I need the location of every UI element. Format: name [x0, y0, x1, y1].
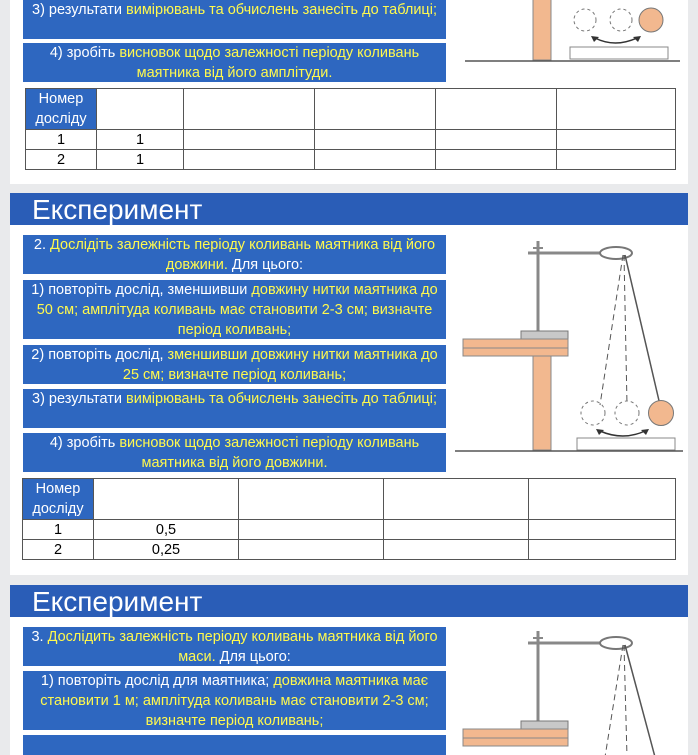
step4-box: 4) зробіть висновок щодо залежності періоду коливань маятника від його довжини. [23, 433, 446, 472]
step2-highlight: зменшивши довжину нитки маятника до 25 см; визначте період коливань; [122, 347, 438, 383]
task-box: 2. Дослідіть залежність періоду коливань маятника від його довжини. Для цього: [23, 235, 446, 274]
task-box: 3. Дослідить залежність періоду коливань маятника від його маси. Для цього: [23, 627, 446, 666]
table-header-cell: Номер досліду [26, 89, 97, 130]
suspension-ring [600, 247, 632, 259]
ruler [577, 438, 675, 450]
ghost-bob-left [581, 401, 605, 425]
swing-arrow [600, 431, 645, 436]
thread-left-position [600, 255, 623, 405]
slide-1 [10, 0, 688, 184]
pendulum-figure [455, 627, 685, 755]
shelf-bottom [463, 348, 568, 356]
step1-highlight: довжину нитки маятника до 50 см; амплітуда коливань має становити 2-3 см; визначте період коливань; [36, 282, 438, 338]
slide-3 [10, 585, 688, 755]
step2-box: 2) повторіть дослід, зменшивши довжину нитки маятника до 25 см; визначте період коливань; [23, 345, 446, 384]
stand-post [533, 0, 551, 60]
slide-title: Експеримент [10, 585, 688, 617]
step1-box: 1) повторіть дослід для маятника; довжина маятника має становити 1 м; амплітуда коливань має становити 2-3 см; визначте період коливань; [23, 671, 446, 730]
ruler [570, 47, 668, 59]
shelf-top [463, 339, 568, 348]
table-header-cell: Номер досліду [23, 479, 94, 520]
thread-middle-position [624, 255, 627, 405]
step2-box [23, 735, 446, 755]
table-row: 2 1 [26, 150, 676, 170]
step3-highlight: вимірювань та обчислень занесіть до таблиці; [126, 2, 437, 18]
step4-box [23, 43, 446, 82]
step4-highlight: висновок щодо залежності періоду коливань маятника від його довжини. [119, 435, 420, 471]
shelf-top [463, 729, 568, 738]
results-table [25, 88, 676, 170]
pendulum-thread [625, 255, 660, 405]
ghost-bob-middle [615, 401, 639, 425]
step3-box: 3) результати вимірювань та обчислень занесіть до таблиці; [23, 389, 446, 428]
stand-post [533, 356, 551, 450]
pendulum-figure [455, 235, 685, 460]
slide-2 [10, 193, 688, 575]
task-highlight: Дослідіть залежність періоду коливань маятника від його довжини. [50, 237, 436, 273]
task-highlight: Дослідить залежність періоду коливань маятника від його маси. [47, 629, 438, 665]
table-row: 1 0,5 [23, 520, 676, 540]
step4-highlight: висновок щодо залежності періоду коливань маятника від його амплітуди. [119, 45, 420, 81]
slide-title: Експеримент [10, 193, 688, 225]
table-row: 2 0,25 [23, 540, 676, 560]
step1-box: 1) повторіть дослід, зменшивши довжину нитки маятника до 50 см; амплітуда коливань має становити 2-3 см; визначте період коливань; [23, 280, 446, 339]
step3-highlight: вимірювань та обчислень занесіть до таблиці; [126, 391, 437, 407]
clamp-block [521, 331, 568, 339]
ghost-bob-left [574, 9, 596, 31]
step3-text: 3) результати [32, 2, 127, 18]
step3-box [23, 0, 446, 39]
table-row: 1 1 [26, 130, 676, 150]
suspension-ring [600, 637, 632, 649]
clamp-block [521, 721, 568, 729]
swing-arrow [595, 38, 637, 43]
pendulum-bob [639, 8, 663, 32]
step1-highlight: довжина маятника має становити 1 м; амплітуда коливань має становити 2-3 см; визначте період коливань; [40, 673, 429, 729]
pendulum-bob [649, 401, 674, 426]
results-table [22, 478, 676, 560]
shelf-bottom [463, 738, 568, 746]
ghost-bob-middle [610, 9, 632, 31]
pendulum-figure [455, 0, 685, 90]
step4-text: 4) зробіть [49, 45, 120, 61]
